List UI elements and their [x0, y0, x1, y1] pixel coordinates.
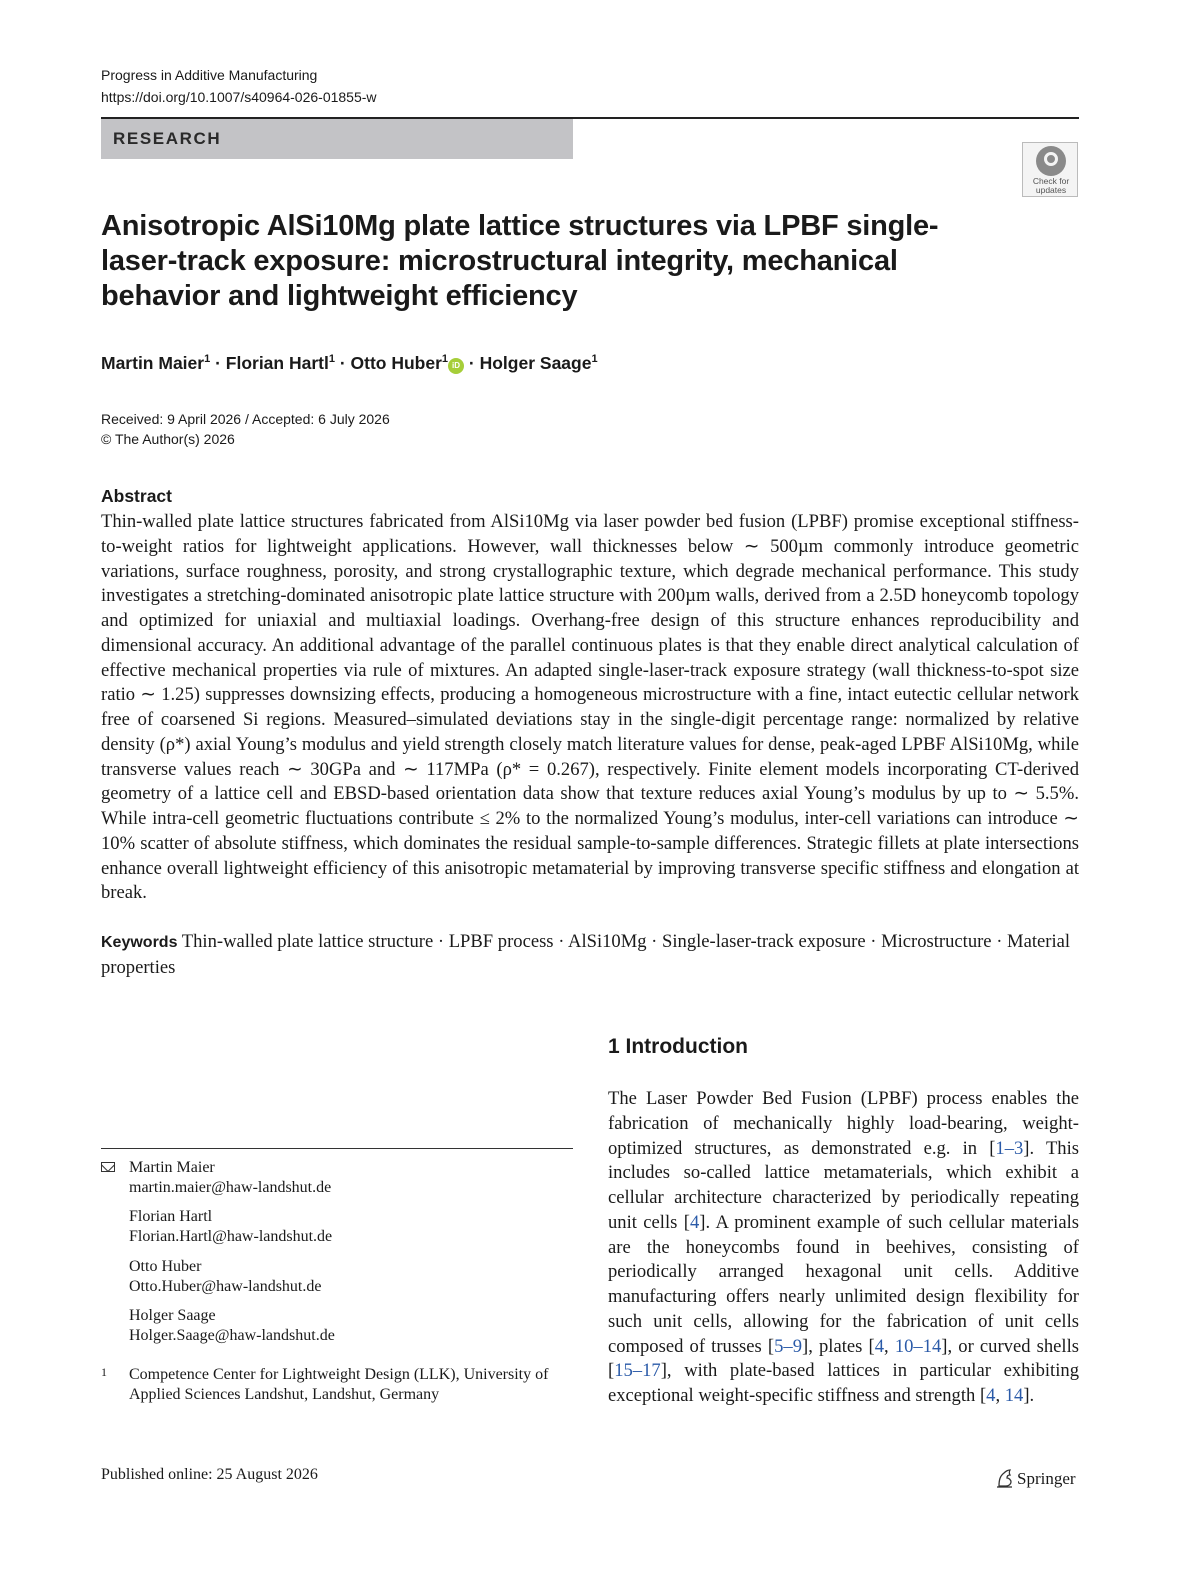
contact-email[interactable]: martin.maier@haw-landshut.de — [129, 1179, 332, 1196]
journal-name: Progress in Additive Manufacturing — [101, 67, 318, 83]
contact-name: Otto Huber — [129, 1258, 202, 1275]
contact-email[interactable]: Florian.Hartl@haw-landshut.de — [129, 1228, 333, 1245]
citation-link[interactable]: 4 — [874, 1335, 885, 1357]
citation-link[interactable]: 1–3 — [995, 1137, 1024, 1159]
introduction-text — [608, 1087, 1079, 1409]
crossmark-icon — [1036, 146, 1066, 176]
keywords — [101, 930, 1079, 981]
contact-entry — [129, 1158, 331, 1198]
citation-link[interactable]: 4 — [986, 1385, 996, 1406]
intro-text: ]. — [1023, 1385, 1035, 1406]
author-name[interactable]: Otto Huber — [350, 352, 442, 373]
doi-link[interactable]: https://doi.org/10.1007/s40964-026-01855-w — [101, 89, 377, 105]
orcid-icon[interactable]: iD — [448, 358, 464, 374]
citation-link[interactable]: 5–9 — [774, 1335, 803, 1357]
contact-name: Martin Maier — [129, 1159, 215, 1176]
intro-text: ], or curved shells [ — [608, 1335, 1080, 1382]
section-heading: 1 Introduction — [608, 1035, 748, 1058]
abstract-text: Thin-walled plate lattice structures fabricated from AlSi10Mg via laser powder bed fusion (LPBF) promise exceptional stiffness-to-weight ratios for lightweight applications. However, wall thicknesses below ∼ 500µm commonly introduce geometric variations, surface roughness, porosity, and strong crystallographic texture, which degrade mechanical performance. This study investigates a stretching-dominated anisotropic plate lattice structure with 200µm walls, derived from a 2.5D honeycomb topology and optimized for uniaxial and multiaxial loadings. Overhang-free design of this structure enhances reproducibility and dimensional accuracy. An additional advantage of the parallel continuous plates is that they enable direct analytical calculation of effective mechanical properties via rule of mixtures. An adapted single-laser-track exposure strategy (wall thickness-to-spot size ratio ∼ 1.25) suppresses downsizing effects, producing a homogeneous microstructure with a fine, intact eutectic cellular network free of coarsened Si regions. Measured–simulated deviations stay in the single-digit percentage range: normalized by relative density (ρ*) axial Young’s modulus and yield strength closely match literature values for dense, peak-aged LPBF AlSi10Mg, while transverse values reach ∼ 30GPa and ∼ 117MPa (ρ* = 0.267), respectively. Finite element models incorporating CT-derived geometry of a lattice cell and EBSD-based orientation data show that texture reduces axial Young’s modulus by up to ∼ 5.5%. While intra-cell geometric fluctuations contribute ≤ 2% to the normalized Young’s modulus, inter-cell variations can introduce ∼ 10% scatter of absolute stiffness, which dominates the residual sample-to-sample differences. Strategic fillets at plate intersections enhance overall lightweight efficiency of this anisotropic metamaterial by improving transverse specific stiffness and elongation at break. — [101, 511, 1079, 904]
contact-entry — [129, 1207, 332, 1247]
springer-horse-icon — [996, 1468, 1013, 1488]
author-affiliation: 1 — [591, 353, 598, 365]
contact-email[interactable]: Otto.Huber@haw-landshut.de — [129, 1278, 322, 1295]
intro-text: , — [995, 1385, 1005, 1406]
citation-link[interactable]: 14 — [1004, 1385, 1024, 1406]
intro-text: ]. A prominent example of such cellular materials are the honeycombs found in beehives, consisting of periodically arranged hexagonal unit cells. Additive manufacturing offers nearly unlimited design flexibility for such unit cells, allowing for the fabrication of unit cells composed of trusses [ — [608, 1211, 1079, 1357]
contact-name: Florian Hartl — [129, 1208, 213, 1225]
copyright: © The Author(s) 2026 — [101, 431, 235, 447]
journal-header — [101, 64, 377, 108]
envelope-icon — [101, 1162, 115, 1172]
paper-title: Anisotropic AlSi10Mg plate lattice structures via LPBF single-laser-track exposure: microstructural integrity, mechanical behavior and lightweight efficiency — [101, 210, 939, 312]
keywords-label: Keywords — [101, 934, 178, 951]
citation-link[interactable]: 15–17 — [614, 1360, 661, 1382]
citation-link[interactable]: 10–14 — [894, 1335, 942, 1357]
contact-email[interactable]: Holger.Saage@haw-landshut.de — [129, 1327, 335, 1344]
citation-link[interactable]: 4 — [689, 1211, 700, 1233]
affiliation-number: 1 — [101, 1365, 107, 1379]
check-badge-text: Check for updates — [1032, 176, 1070, 195]
intro-text: , — [884, 1335, 895, 1357]
received-accepted: Received: 9 April 2026 / Accepted: 6 July 2026 — [101, 411, 390, 427]
contact-entry — [129, 1257, 321, 1297]
intro-text: ], plates [ — [802, 1335, 875, 1357]
intro-text: ]. This includes so-called lattice metamaterials, which exhibit a cellular architecture characterized by periodically repeating unit cells [ — [608, 1137, 1079, 1233]
intro-text: ], with plate-based lattices in particular exhibiting exceptional weight-specific stiffness and strength [ — [608, 1360, 1079, 1406]
publication-dates — [101, 409, 390, 449]
footnote-rule — [101, 1148, 573, 1149]
keywords-text: Thin-walled plate lattice structure · LPBF process · AlSi10Mg · Single-laser-track exposure · Microstructure · Material properties — [101, 931, 1071, 978]
published-online: Published online: 25 August 2026 — [101, 1466, 318, 1483]
author-name[interactable]: Holger Saage — [479, 352, 592, 373]
author-affiliation: 1 — [204, 353, 211, 365]
author-name[interactable]: Martin Maier — [101, 352, 205, 373]
author-affiliation: 1 — [328, 353, 335, 365]
publisher-name: Springer — [1017, 1469, 1076, 1488]
author-list: Martin Maier$^1$ · Florian Hartl$^1$ · Otto Huber$^1$iD · Holger Saage$^1$ — [101, 352, 598, 373]
author-affiliation: 1 — [441, 353, 449, 365]
section-label: RESEARCH — [113, 129, 222, 148]
author-name[interactable]: Florian Hartl — [225, 352, 329, 373]
affiliation-text: Competence Center for Lightweight Design (LLK), University of Applied Sciences Landshut, Landshut, Germany — [129, 1366, 549, 1403]
publisher-logo — [996, 1468, 1076, 1489]
intro-text: The Laser Powder Bed Fusion (LPBF) process enables the fabrication of mechanically highly load-bearing, weight-optimized structures, as demonstrated e.g. in [ — [608, 1088, 1079, 1159]
check-for-updates-badge[interactable] — [1022, 142, 1078, 197]
abstract-heading: Abstract — [101, 486, 172, 506]
contact-name: Holger Saage — [129, 1307, 216, 1324]
contact-entry — [129, 1306, 335, 1346]
